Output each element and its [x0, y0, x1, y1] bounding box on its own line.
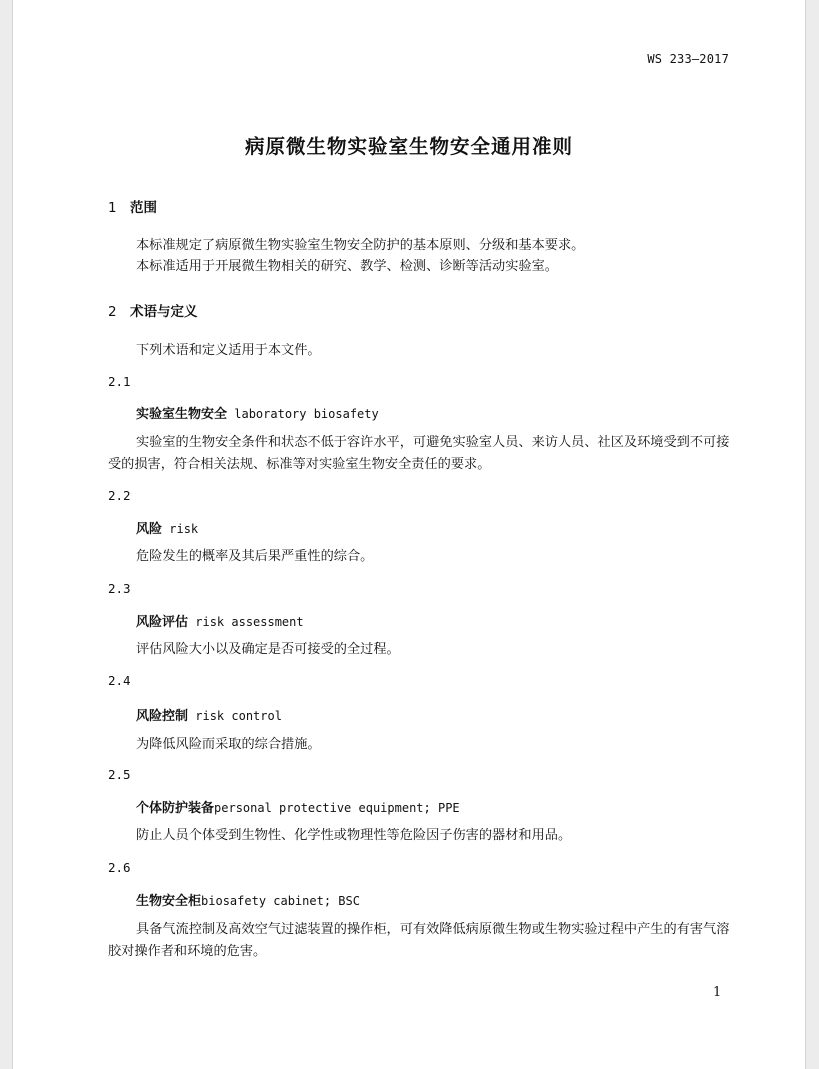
- clause-number: 2.5: [108, 767, 131, 782]
- term-entry: [136, 518, 198, 537]
- clause-number: 2.2: [108, 488, 131, 503]
- term-zh: 风险: [136, 522, 163, 537]
- term-entry: [136, 611, 304, 630]
- section-title: 术语与定义: [130, 304, 198, 320]
- section-heading-2: [108, 300, 198, 320]
- section-number: 2: [108, 304, 117, 320]
- clause-number: 2.6: [108, 860, 131, 875]
- document-title: 病原微生物实验室生物安全通用准则: [244, 135, 573, 158]
- term-definition: 为降低风险而采取的综合措施。: [136, 737, 321, 752]
- term-en: biosafety cabinet; BSC: [201, 894, 360, 908]
- paragraph: 下列术语和定义适用于本文件。: [136, 343, 321, 358]
- term-entry: [136, 890, 360, 909]
- section-heading-1: [108, 196, 157, 216]
- term-zh: 实验室生物安全: [136, 407, 228, 422]
- term-definition: 具备气流控制及高效空气过滤装置的操作柜，可有效降低病原微生物或生物实验过程中产生的有害气溶胶对操作者和环境的危害。: [108, 922, 730, 959]
- clause-number: 2.3: [108, 581, 131, 596]
- term-definition: 防止人员个体受到生物性、化学性或物理性等危险因子伤害的器材和用品。: [136, 828, 572, 843]
- term-zh: 个体防护装备: [136, 801, 215, 816]
- term-zh: 风险评估: [136, 615, 189, 630]
- paragraph: 本标准规定了病原微生物实验室生物安全防护的基本原则、分级和基本要求。: [136, 238, 585, 253]
- term-en: risk: [162, 522, 199, 536]
- term-en: risk control: [188, 709, 282, 723]
- term-definition: 危险发生的概率及其后果严重性的综合。: [136, 549, 374, 564]
- standard-number: WS 233—2017: [647, 52, 729, 66]
- clause-number: 2.1: [108, 374, 131, 389]
- term-zh: 风险控制: [136, 709, 189, 724]
- section-title: 范围: [130, 200, 157, 216]
- term-entry: [136, 403, 379, 422]
- term-definition: 实验室的生物安全条件和状态不低于容许水平，可避免实验室人员、来访人员、社区及环境受到不可接受的损害，符合相关法规、标准等对实验室生物安全责任的要求。: [108, 435, 730, 472]
- paragraph: 本标准适用于开展微生物相关的研究、教学、检测、诊断等活动实验室。: [136, 259, 558, 274]
- document-page: [12, 0, 806, 1069]
- clause-number: 2.4: [108, 673, 131, 688]
- term-en: laboratory biosafety: [227, 407, 379, 421]
- section-number: 1: [108, 200, 117, 216]
- term-en: personal protective equipment; PPE: [214, 801, 460, 815]
- term-entry: [136, 705, 282, 724]
- page-number: 1: [713, 985, 722, 1000]
- term-zh: 生物安全柜: [136, 894, 202, 909]
- term-entry: [136, 797, 460, 816]
- term-definition: 评估风险大小以及确定是否可接受的全过程。: [136, 642, 400, 657]
- term-en: risk assessment: [188, 615, 304, 629]
